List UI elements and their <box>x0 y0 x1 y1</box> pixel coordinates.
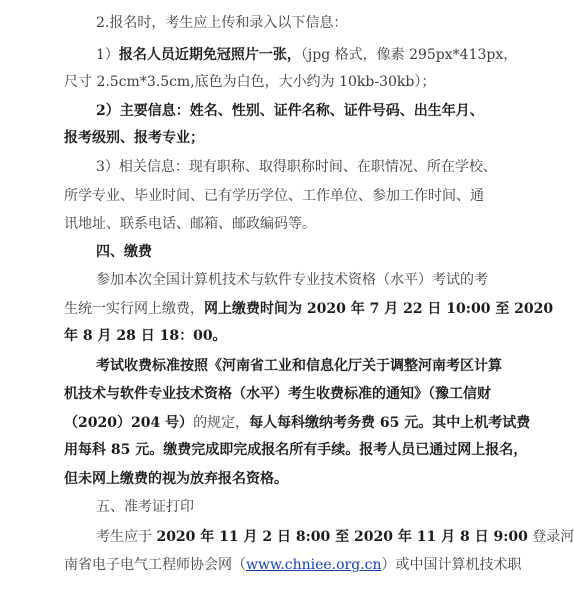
text: 考生应于 <box>96 529 157 545</box>
text-bold: 2020 年 11 月 2 日 8:00 至 2020 年 11 月 8 日 9:00 <box>156 529 528 545</box>
website-link[interactable]: www.chniee.org.cn <box>246 557 382 573</box>
heading-text: 五、准考证打印 <box>96 499 194 515</box>
payment-para-line-1 <box>96 270 496 290</box>
text-bold: （2020）204 号） <box>64 415 194 431</box>
payment-para-line-2 <box>64 299 554 319</box>
text-bold: 报考级别、报考专业； <box>64 130 204 146</box>
text: 3）相关信息：现有职称、取得职称时间、在职情况、所在学校、 <box>96 159 497 175</box>
admission-para-line-2 <box>64 555 522 575</box>
text: 登录河 <box>527 529 574 545</box>
fee-para-line-5 <box>64 469 464 489</box>
text: 所学专业、毕业时间、已有学历学位、工作单位、参加工作时间、通 <box>64 188 484 204</box>
fee-para-line-4 <box>64 440 528 460</box>
text: 1） <box>96 47 119 63</box>
text: 生统一实行网上缴费， <box>64 301 204 317</box>
text-bold: 网上缴费时间为 2020 年 7 月 22 日 10:00 至 2020 <box>204 301 554 317</box>
text: 讯地址、联系电话、邮箱、邮政编码等。 <box>64 216 316 232</box>
section-heading-admission <box>96 497 496 517</box>
fee-para-line-1 <box>96 356 502 376</box>
photo-size-line <box>64 72 464 92</box>
text: ）或中国计算机技术职 <box>381 557 522 573</box>
text: 2.报名时，考生应上传和录入以下信息： <box>96 15 348 31</box>
text: 的规定， <box>193 415 250 431</box>
fee-para-line-3 <box>64 413 531 433</box>
text: 参加本次全国计算机技术与软件专业技术资格（水平）考试的考 <box>96 272 488 288</box>
text: 南省电子电气工程师协会网（ <box>64 557 246 573</box>
related-info-line-2 <box>64 186 484 206</box>
payment-para-line-3 <box>64 326 464 346</box>
heading-text: 四、缴费 <box>96 244 152 260</box>
text-bold: 报名人员近期免冠照片一张， <box>118 47 301 63</box>
text: 尺寸 2.5cm*3.5cm,底色为白色，大小约为 10kb-30kb）； <box>64 74 436 90</box>
main-info-line-cont <box>64 128 464 148</box>
text-bold: 机技术与软件专业技术资格（水平）考生收费标准的通知》（豫工信财 <box>64 386 491 402</box>
text-bold: 但未网上缴费的视为放弃报名资格。 <box>64 471 288 487</box>
main-info-line <box>96 101 496 121</box>
text-bold: 年 8 月 28 日 18：00。 <box>64 328 227 344</box>
text-bold: 考试收费标准按照《河南省工业和信息化厅关于调整河南考区计算 <box>96 358 502 374</box>
related-info-line <box>96 157 496 177</box>
text: （jpg 格式，像素 295px*413px， <box>300 47 518 63</box>
section-heading-payment <box>96 242 496 262</box>
fee-para-line-2 <box>64 384 491 404</box>
text-bold: 2）主要信息：姓名、性别、证件名称、证件号码、出生年月、 <box>96 103 484 119</box>
info-intro-line <box>96 13 496 33</box>
admission-para-line-1 <box>96 527 574 547</box>
text-bold: 每人每科缴纳考务费 65 元。其中上机考试费 <box>249 415 531 431</box>
related-info-line-3 <box>64 214 464 234</box>
photo-requirement-line <box>96 45 518 65</box>
text-bold: 用每科 85 元。缴费完成即完成报名所有手续。报考人员已通过网上报名， <box>64 442 528 458</box>
